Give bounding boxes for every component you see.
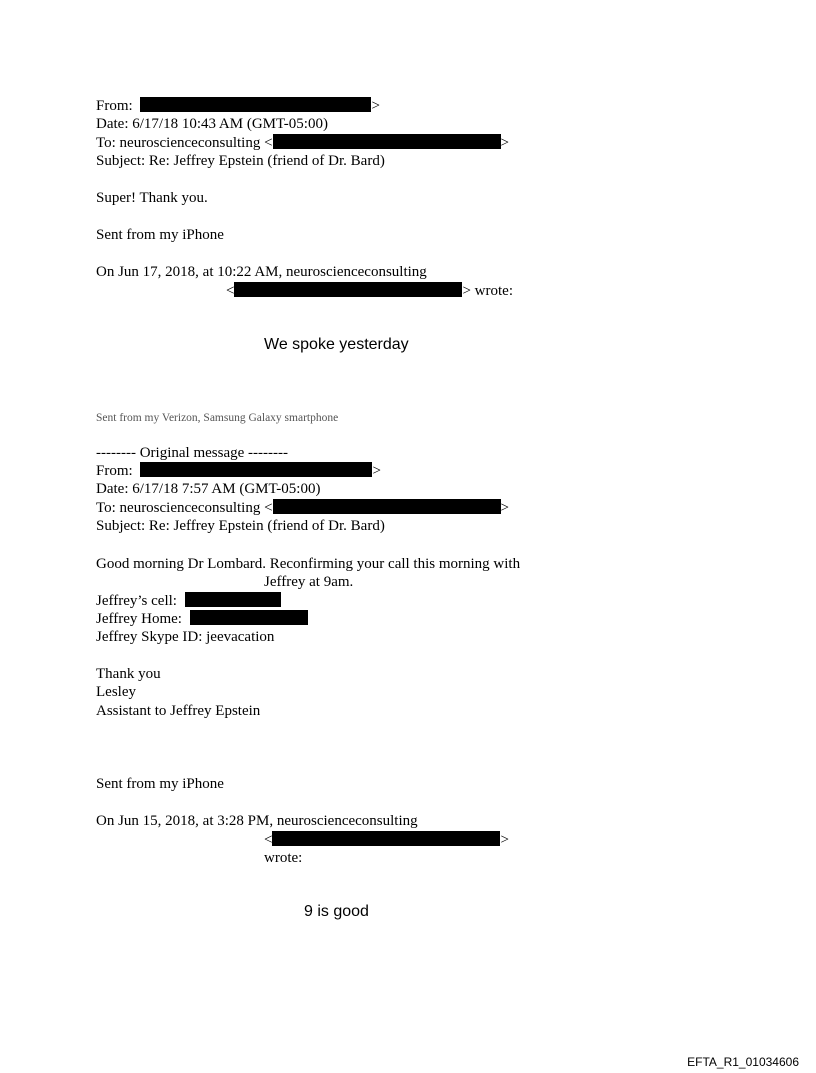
original-to-suffix: > [500, 500, 509, 516]
quote-email-line [226, 282, 513, 300]
quote-body: We spoke yesterday [264, 336, 409, 353]
cell-line [96, 592, 281, 610]
to-suffix: > [500, 135, 509, 151]
original-from-suffix: > [372, 463, 381, 479]
name-line: Lesley [96, 684, 136, 700]
reply-signature: Sent from my iPhone [96, 227, 224, 243]
quote2-email-line [264, 831, 509, 849]
home-label: Jeffrey Home: [96, 611, 182, 627]
redacted-sender [140, 97, 371, 112]
original-date-line: Date: 6/17/18 7:57 AM (GMT-05:00) [96, 481, 321, 497]
original-signature: Sent from my iPhone [96, 776, 224, 792]
original-from-label: From: [96, 463, 133, 479]
title-line: Assistant to Jeffrey Epstein [96, 703, 261, 719]
thanks-line: Thank you [96, 666, 161, 682]
original-from-line [96, 462, 381, 480]
quote2-wrote: wrote: [264, 850, 303, 866]
to-line [96, 134, 509, 152]
skype-line: Jeffrey Skype ID: jeevacation [96, 629, 275, 645]
reply-body: Super! Thank you. [96, 190, 208, 206]
to-prefix: To: neuroscienceconsulting < [96, 135, 273, 151]
home-line [96, 610, 308, 628]
date-line: Date: 6/17/18 10:43 AM (GMT-05:00) [96, 116, 328, 132]
cell-label: Jeffrey’s cell: [96, 593, 177, 609]
original-body-line1: Good morning Dr Lombard. Reconfirming your call this morning with [96, 556, 521, 572]
redacted-email [272, 831, 500, 846]
redacted-phone [185, 592, 281, 607]
quote-attribution: On Jun 17, 2018, at 10:22 AM, neuroscienceconsulting [96, 264, 427, 280]
quote2-body: 9 is good [304, 903, 369, 920]
redacted-phone [190, 610, 308, 625]
redacted-recipient [273, 134, 501, 149]
quote2-email-suffix: > [500, 832, 509, 848]
original-body-line2: Jeffrey at 9am. [264, 574, 354, 590]
from-label: From: [96, 98, 133, 114]
from-suffix: > [371, 98, 380, 114]
original-subject-line: Subject: Re: Jeffrey Epstein (friend of Dr. Bard) [96, 518, 385, 534]
subject-line: Subject: Re: Jeffrey Epstein (friend of Dr. Bard) [96, 153, 385, 169]
quote2-attribution: On Jun 15, 2018, at 3:28 PM, neuroscienceconsulting [96, 813, 418, 829]
quote-email-suffix: > wrote: [462, 283, 513, 299]
quote-email-prefix: < [226, 283, 235, 299]
original-to-prefix: To: neuroscienceconsulting < [96, 500, 273, 516]
original-divider: -------- Original message -------- [96, 445, 288, 461]
quote-signature: Sent from my Verizon, Samsung Galaxy smartphone [96, 412, 339, 424]
original-to-line [96, 499, 509, 517]
redacted-sender [140, 462, 372, 477]
document-id: EFTA_R1_01034606 [687, 1055, 799, 1069]
from-line [96, 97, 380, 115]
redacted-recipient [273, 499, 501, 514]
quote2-email-prefix: < [264, 832, 273, 848]
redacted-email [234, 282, 462, 297]
